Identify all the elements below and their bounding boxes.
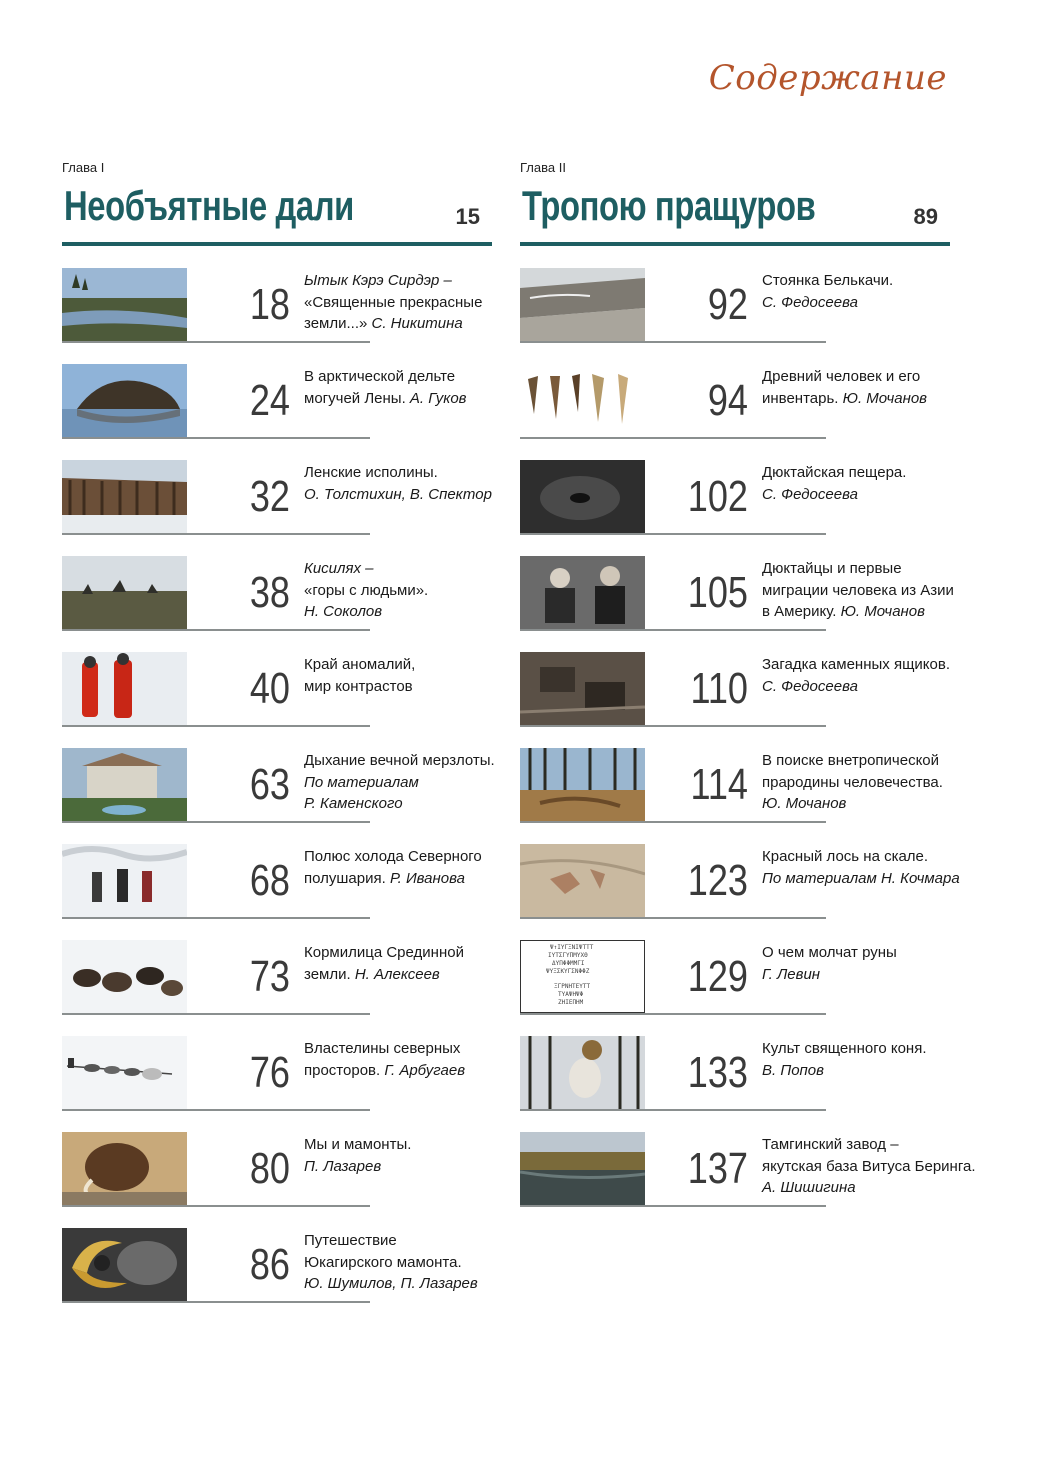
entry-line: [762, 601, 1022, 623]
chapter-page-number: 15: [455, 204, 480, 229]
entry-photo-riverbank: [520, 268, 645, 341]
entry-title-text: Полюс холода Северного: [304, 848, 482, 865]
toc-entry[interactable]: [62, 460, 492, 535]
entry-page-number: 80: [249, 1144, 290, 1193]
entry-author: Р. Иванова: [389, 869, 465, 887]
chapter-1-column: [62, 160, 495, 1324]
toc-entry[interactable]: [520, 652, 950, 727]
entry-line: [762, 1134, 1022, 1156]
toc-entry[interactable]: [520, 364, 927, 439]
toc-entry[interactable]: [62, 844, 482, 919]
page-heading: Содержание: [708, 58, 947, 98]
entry-line: [762, 793, 1022, 815]
entry-author: Ытык Кэрэ Сирдэр –: [304, 272, 452, 289]
entry-line: [762, 942, 1022, 964]
entry-line: [762, 388, 1022, 410]
entry-page-number: 63: [249, 760, 290, 809]
entry-title-text: просторов.: [304, 1061, 385, 1079]
toc-entry[interactable]: [520, 556, 954, 631]
entry-photo-two-men: [520, 556, 645, 629]
entry-line: [304, 1273, 564, 1295]
entry-title-text: земли...»: [304, 315, 372, 332]
svg-text:ΨΥΞΣΚΥΓΣΝΦΦΖ: ΨΥΞΣΚΥΓΣΝΦΦΖ: [546, 968, 590, 975]
chapter-header: [62, 178, 492, 246]
entry-photo-mammoth: [62, 1132, 187, 1205]
entry-photo-lena-pillars: [62, 460, 187, 533]
entry-title-text: Кормилица Срединной: [304, 944, 464, 961]
entry-photo-horses: [62, 940, 187, 1013]
toc-entry[interactable]: [62, 364, 467, 439]
entry-page-number: 73: [249, 952, 290, 1001]
toc-entry[interactable]: [62, 748, 495, 823]
entry-line: [304, 1230, 564, 1252]
entry-photo-tundra-rocks: [62, 556, 187, 629]
entry-page-number: 102: [687, 472, 748, 521]
entry-title: [762, 1134, 1022, 1199]
entry-author: Ю. Шумилов, П. Лазарев: [304, 1275, 478, 1292]
chapter-title[interactable]: Тропою пращуров: [522, 182, 816, 229]
entry-author: Н. Соколов: [304, 603, 383, 620]
entry-title-text: В арктической дельте: [304, 368, 456, 385]
chapter-label: Глава II: [520, 160, 566, 175]
entry-line: [762, 964, 1022, 986]
svg-text:ΔΥΠΦΦΜΜΓΙ: ΔΥΠΦΦΜΜΓΙ: [552, 960, 585, 967]
entry-author: Ю. Мочанов: [842, 389, 927, 407]
toc-entry[interactable]: [62, 652, 416, 727]
toc-entry[interactable]: [520, 1132, 976, 1207]
entry-photo-excavation: [520, 652, 645, 725]
entry-author: Н. Алексеев: [354, 965, 440, 983]
entry-title: [762, 750, 1022, 815]
entry-author: Ю. Мочанов: [840, 603, 925, 620]
entry-title-text: Красный лось на скале.: [762, 848, 929, 865]
entry-line: [762, 484, 1022, 506]
entry-page-number: 129: [687, 952, 748, 1001]
entry-title: [762, 942, 1022, 985]
entry-title-text: в Америку.: [762, 603, 841, 620]
entry-photo-cave: [520, 460, 645, 533]
toc-entry[interactable]: [62, 940, 464, 1015]
entry-title: [762, 1038, 1022, 1081]
entry-author: О. Толстихин, В. Спектор: [304, 485, 492, 503]
entry-title-text: «Священные прекрасные: [304, 293, 483, 311]
entry-line: [762, 1038, 1022, 1060]
entry-author: С. Федосеева: [762, 677, 858, 695]
entry-title: [762, 462, 1022, 505]
entry-title-text: Дюктайская пещера.: [762, 464, 907, 481]
entry-page-number: 133: [687, 1048, 748, 1097]
entry-title-text: Путешествие: [304, 1232, 397, 1249]
toc-entry[interactable]: [520, 460, 907, 535]
entry-photo-snow-people: [62, 844, 187, 917]
entry-author: По материалам: [304, 773, 419, 791]
entry-title-text: земли.: [304, 965, 355, 983]
entry-title-text: О чем молчат руны: [762, 944, 897, 961]
entry-line: [762, 868, 1022, 890]
entry-author: По материалам Н. Кочмара: [762, 869, 960, 887]
entry-title-text: инвентарь.: [762, 389, 843, 407]
entry-page-number: 68: [249, 856, 290, 905]
chapter-2-column: [520, 160, 976, 1228]
entry-photo-river-landscape: [62, 268, 187, 341]
entry-photo-horse-cult: [520, 1036, 645, 1109]
chapter-label: Глава I: [62, 160, 105, 175]
entry-title-text: В поиске внетропической: [762, 752, 940, 769]
entry-page-number: 94: [707, 376, 748, 425]
entry-title: [762, 654, 1022, 697]
entry-author: С. Федосеева: [762, 485, 858, 503]
entry-title: [762, 846, 1022, 889]
entry-page-number: 86: [249, 1240, 290, 1289]
entry-author: Г. Арбугаев: [384, 1061, 466, 1079]
toc-entry[interactable]: [62, 556, 429, 631]
entry-title-text: Древний человек и его: [762, 368, 921, 385]
entry-title-text: Юкагирского мамонта.: [304, 1253, 462, 1271]
entry-title-text: прародины человечества.: [762, 773, 943, 791]
entry-line: [762, 292, 1022, 314]
entry-line: [762, 750, 1022, 772]
entry-page-number: 24: [249, 376, 290, 425]
entry-photo-runes: [520, 940, 645, 1013]
entry-page-number: 76: [249, 1048, 290, 1097]
entry-line: [304, 1252, 564, 1274]
entry-page-number: 114: [690, 760, 748, 809]
entry-title-text: якутская база Витуса Беринга.: [762, 1157, 976, 1175]
entry-line: [762, 846, 1022, 868]
chapter-page-number: 89: [913, 204, 938, 229]
entry-line: [762, 270, 1022, 292]
entry-line: [762, 1177, 1022, 1199]
entry-title-text: полушария.: [304, 869, 390, 887]
toc-entry[interactable]: [62, 268, 483, 343]
entry-line: [762, 1156, 1022, 1178]
entry-page-number: 40: [249, 664, 290, 713]
entry-title-text: Дыхание вечной мерзлоты.: [304, 752, 495, 769]
toc-entry[interactable]: [62, 1132, 412, 1207]
entry-title-text: Край аномалий,: [304, 656, 416, 673]
toc-entry[interactable]: [520, 940, 897, 1015]
toc-entries: [520, 268, 976, 1207]
entry-photo-tusks: [62, 1228, 187, 1301]
entry-line: [762, 772, 1022, 794]
svg-text:ΤΥΑΨΗΨΦ: ΤΥΑΨΗΨΦ: [558, 991, 584, 998]
entry-author: Г. Левин: [762, 965, 821, 983]
entry-photo-dog-sled: [62, 1036, 187, 1109]
toc-entry[interactable]: [520, 268, 894, 343]
entry-author: П. Лазарев: [304, 1157, 382, 1175]
entry-photo-rock-art: [520, 844, 645, 917]
entry-title-text: Загадка каменных ящиков.: [762, 656, 950, 673]
entry-author: В. Попов: [762, 1061, 824, 1079]
entry-photo-rock-island: [62, 364, 187, 437]
entry-title-text: Ленские исполины.: [304, 464, 438, 481]
entry-title: [762, 558, 1022, 623]
entry-title-text: мир контрастов: [304, 677, 413, 695]
entry-title-text: «горы с людьми».: [304, 581, 429, 599]
entry-author: Кисилях –: [304, 560, 374, 577]
entry-photo-people-red: [62, 652, 187, 725]
entry-page-number: 32: [249, 472, 290, 521]
entry-page-number: 18: [249, 280, 290, 329]
entry-title: [762, 270, 1022, 313]
entry-title: [762, 366, 1022, 409]
entry-author: С. Никитина: [371, 315, 463, 332]
entry-author: А. Шишигина: [762, 1179, 856, 1196]
entry-title-text: Дюктайцы и первые: [762, 560, 902, 577]
entry-title-text: Тамгинский завод –: [762, 1136, 899, 1153]
entry-line: [762, 462, 1022, 484]
entry-page-number: 137: [687, 1144, 748, 1193]
entry-page-number: 92: [707, 280, 748, 329]
entry-line: [762, 366, 1022, 388]
entry-page-number: 105: [687, 568, 748, 617]
entry-title-text: Культ священного коня.: [762, 1040, 927, 1057]
entry-title: [304, 1230, 564, 1295]
svg-text:ΖΗΙΕΠΗΜ: ΖΗΙΕΠΗΜ: [558, 999, 584, 1006]
toc-entry[interactable]: [62, 1036, 466, 1111]
toc-entry[interactable]: [62, 1228, 478, 1303]
entry-line: [762, 654, 1022, 676]
entry-author: Р. Каменского: [304, 795, 403, 812]
entry-line: [762, 580, 1022, 602]
entry-line: [762, 676, 1022, 698]
entry-title-text: могучей Лены.: [304, 389, 410, 407]
toc-entry[interactable]: [520, 844, 960, 919]
entry-line: [762, 558, 1022, 580]
entry-author: А. Гуков: [409, 389, 467, 407]
entry-page-number: 123: [687, 856, 748, 905]
svg-text:ΞΓΡΝΗΤΕΥΤΤ: ΞΓΡΝΗΤΕΥΤΤ: [554, 983, 591, 990]
chapter-title[interactable]: Необъятные дали: [64, 182, 354, 229]
entry-photo-stone-tools: [520, 364, 645, 437]
toc-entry[interactable]: [520, 748, 943, 823]
entry-photo-river-autumn: [520, 1132, 645, 1205]
toc-entry[interactable]: [520, 1036, 927, 1111]
entry-author: С. Федосеева: [762, 293, 858, 311]
entry-photo-building: [62, 748, 187, 821]
entry-title-text: Стоянка Белькачи.: [762, 272, 894, 289]
toc-entries: [62, 268, 495, 1303]
entry-page-number: 110: [690, 664, 748, 713]
entry-line: [762, 1060, 1022, 1082]
entry-page-number: 38: [249, 568, 290, 617]
entry-title-text: Властелины северных: [304, 1040, 461, 1057]
entry-title-text: миграции человека из Азии: [762, 581, 954, 599]
svg-text:ΙΥΤΣΓΥΠΜΥΧΘ: ΙΥΤΣΓΥΠΜΥΧΘ: [548, 952, 588, 959]
entry-author: Ю. Мочанов: [762, 795, 847, 812]
chapter-header: [520, 178, 950, 246]
entry-photo-forest-dig: [520, 748, 645, 821]
entry-title-text: Мы и мамонты.: [304, 1136, 412, 1153]
svg-text:Ψ↑ΙΥΓΞΝΙΨΤΤΤ: Ψ↑ΙΥΓΞΝΙΨΤΤΤ: [550, 944, 594, 951]
